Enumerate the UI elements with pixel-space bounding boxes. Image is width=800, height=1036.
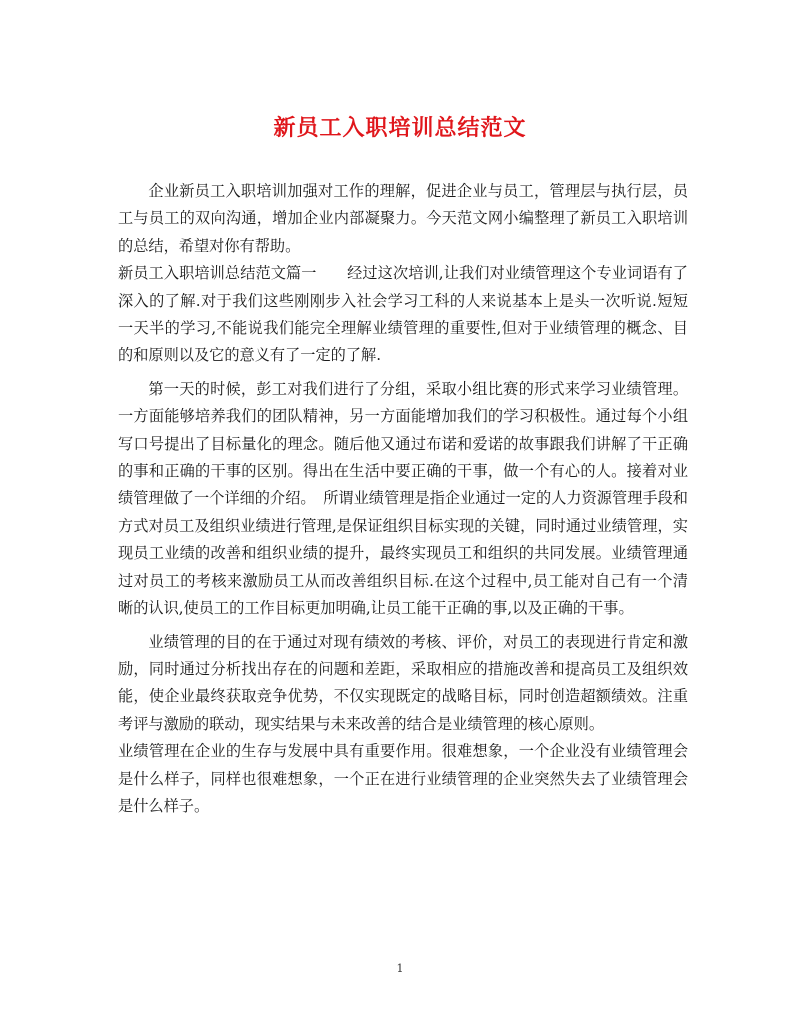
page-number: 1 (396, 962, 404, 975)
purpose-paragraph: 业绩管理的目的在于通过对现有绩效的考核、评价，对员工的表现进行肯定和激励，同时通过分析找出存在的问题和差距，采取相应的措施改善和提高员工及组织效能，使企业最终获取竞争优势，不仅实现既定的战略目标，同时创造超额绩效。注重考评与激励的联动，现实结果与未来改善的结合是业绩管理的核心原则。 (118, 632, 688, 733)
section-one-paragraph: 新员工入职培训总结范文篇一 经过这次培训,让我们对业绩管理这个专业词语有了深入的了解.对于我们这些刚刚步入社会学习工科的人来说基本上是头一次听说.短短一天半的学习,不能说我们能完全理解业绩管理的重要性,但对于业绩管理的概念、目的和原则以及它的意义有了一定的了解. (118, 264, 688, 365)
intro-paragraph: 企业新员工入职培训加强对工作的理解，促进企业与员工，管理层与执行层，员工与员工的双向沟通，增加企业内部凝聚力。今天范文网小编整理了新员工入职培训的总结，希望对你有帮助。 (118, 182, 688, 255)
document-title: 新员工入职培训总结范文 (273, 115, 527, 141)
first-day-paragraph: 第一天的时候，彭工对我们进行了分组，采取小组比赛的形式来学习业绩管理。一方面能够培养我们的团队精神，另一方面能增加我们的学习积极性。通过每个小组写口号提出了目标量化的理念。随后他又通过布诺和爱诺的故事跟我们讲解了干正确的事和正确的干事的区别。得出在生活中要正确的干事，做一个有心的人。接着对业绩管理做了一个详细的介绍。 所谓业绩管理是指企业通过一定的人力资源管理手段和方式对员工及组织业绩进行管理,是保证组织目标实现的关键，同时通过业绩管理，实现员工业绩的改善和组织业绩的提升，最终实现员工和组织的共同发展。业绩管理通过对员工的考核来激励员工从而改善组织目标.在这个过程中,员工能对自己有一个清晰的认识,使员工的工作目标更加明确,让员工能干正确的事,以及正确的干事。 (118, 379, 688, 618)
document-body (118, 178, 688, 820)
importance-paragraph: 业绩管理在企业的生存与发展中具有重要作用。很难想象，一个企业没有业绩管理会是什么样子，同样也很难想象，一个正在进行业绩管理的企业突然失去了业绩管理会是什么样子。 (118, 742, 688, 815)
